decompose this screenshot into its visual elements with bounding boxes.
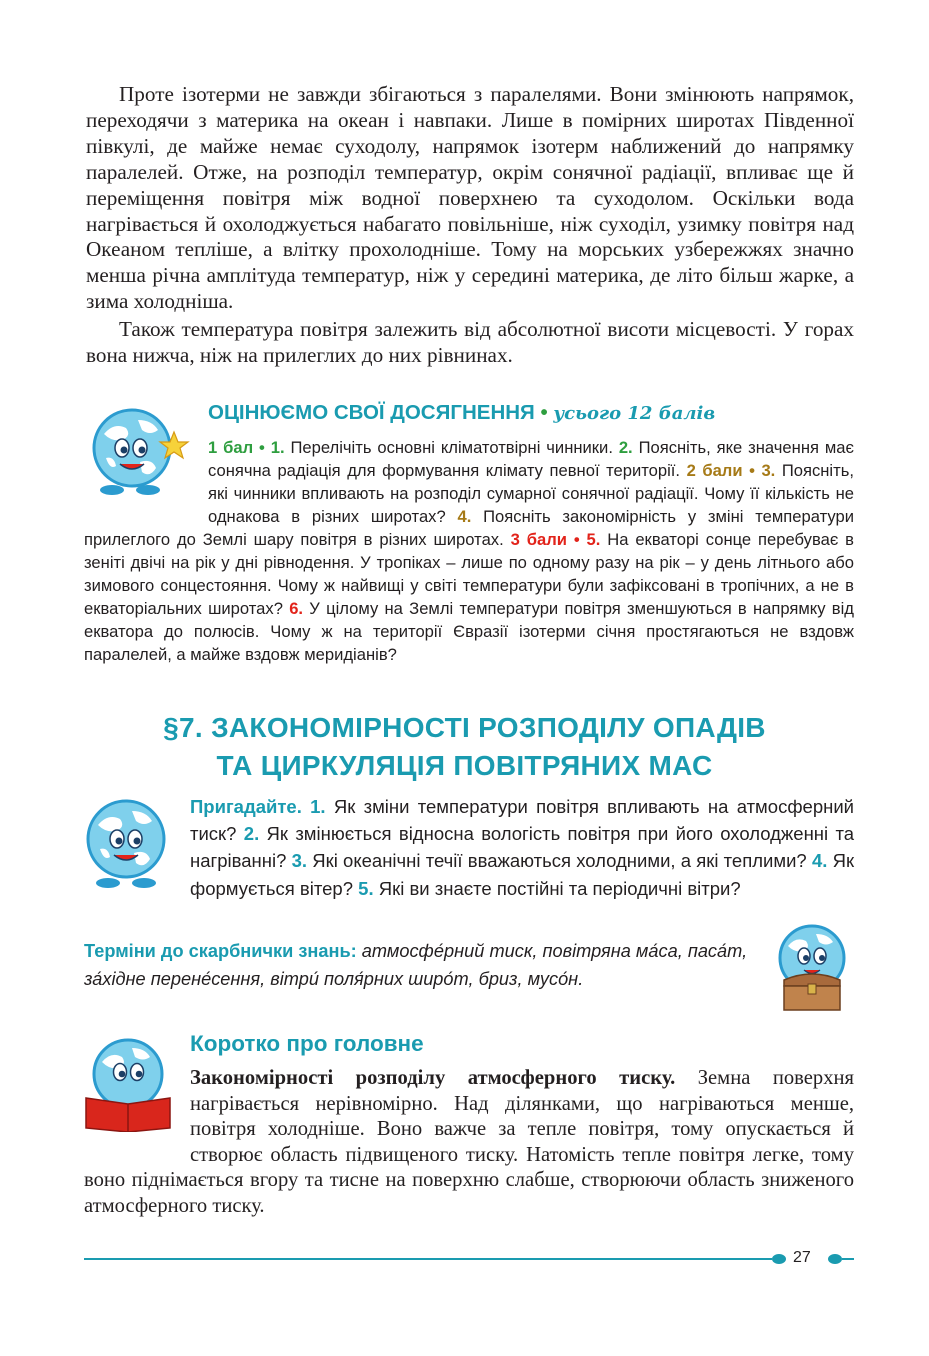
remind-question-2: Як змінюється відносна вологість повітря при його охолодженні та нагріванні?: [190, 823, 854, 872]
achievements-title: [208, 401, 715, 425]
page-number: 27: [793, 1249, 811, 1266]
achievements-questions: [84, 436, 854, 666]
globe-mascot-icon: [80, 797, 172, 889]
remind-question-1: Як зміни температури повітря впливають на атмосферний тиск?: [190, 796, 855, 845]
achievements-bullet: •: [540, 401, 548, 424]
achievements-heading: ОЦІНЮЄМО СВОЇ ДОСЯГНЕННЯ: [208, 401, 535, 424]
question-3: Поясніть, які чинники впливають на розподіл сумарної сонячної радіації. Чому її кількість не однакова в різних широтах?: [208, 461, 854, 526]
footer-right-ornament-icon: [826, 1252, 856, 1266]
brief-mascot-spacer: [84, 1066, 190, 1143]
brief-title: Коротко про головне: [190, 1031, 424, 1056]
question-6-number: 6.: [289, 599, 304, 618]
intro-paragraph-1: Проте ізотерми не завжди збігаються з паралелями. Вони змінюють напрямок, переходячи з материка на океан і навпаки. Лише в помірних широтах Південної півкулі, де майже немає суходолу, напрямок ізотерм наближений до напрямку паралелей. Отже, на розподіл температур, окрім сонячної радіації, впливає ще й переміщення повітря між водної поверхнею та суходолом. Оскільки вода нагрівається й охолоджується набагато повільніше, ніж суходіл, узимку повітря над Океаном тепліше, а влітку прохолодніше. Тому на морських узбережжях значно менша річна амплітуда температур, ніж у середині материка, де літо більш жарке, а зима холодніша.: [86, 82, 854, 314]
level-1-label: 1 бал • 1.: [208, 438, 285, 457]
remind-number-2: 2.: [243, 823, 260, 845]
level-2-label: 2 бали • 3.: [686, 461, 776, 480]
level-3-label: 3 бали • 5.: [510, 530, 601, 549]
remind-number-5: 5.: [358, 877, 374, 899]
remind-label: Пригадайте.: [190, 796, 302, 817]
mascot-spacer: [84, 436, 208, 508]
section-title-line-2: ТА ЦИРКУЛЯЦІЯ ПОВІТРЯНИХ МАС: [216, 750, 713, 781]
remind-question-3: Які океанічні течії вважаються холодними, а які теплими?: [312, 850, 807, 872]
remind-question-4: Як формується вітер?: [190, 850, 855, 899]
remind-number-4: 4.: [811, 850, 828, 872]
question-1: Перелічіть основні кліматотвірні чинники.: [290, 438, 613, 457]
section-title-line-1: §7. ЗАКОНОМІРНОСТІ РОЗПОДІЛУ ОПАДІВ: [163, 712, 766, 743]
question-6: У цілому на Землі температури повітря зменшуються в напрямку від екватора до полюсів. Чому ж на території Євразії ізотерми січня простягаються не вздовж паралелей, а майже вздовж меридіанів?: [84, 599, 854, 664]
brief-body: [84, 1066, 854, 1220]
brief-bold-lead: Закономірності розподілу атмосферного тиску.: [190, 1067, 676, 1089]
terms-text: атмосфе́рний тиск, повітряна ма́са, паса́т, за́хідне перене́сення, вітри́ поля́рних широ́т, бриз, мусо́н.: [84, 941, 748, 989]
footer-left-ornament-icon: [762, 1252, 788, 1266]
footer-rule: [84, 1258, 764, 1260]
question-4-number: 4.: [457, 507, 472, 526]
question-2: Поясніть, яке значення має сонячна радіація для формування клімату певної території.: [208, 438, 854, 480]
remind-number-1: 1.: [310, 796, 326, 817]
achievements-total: усього 12 балів: [553, 403, 716, 424]
question-4: Поясніть закономірність у зміні температури прилеглого до Землі шару повітря в різних широтах.: [84, 507, 854, 549]
terms-block: [84, 938, 749, 993]
question-5: На екваторі сонце перебуває в зеніті двічі на рік у дні рівнодення. У тропіках – лише по одному разу на рік – у день літнього або зимового сонцестояння. Чому ж найвищі у світі температури були зафіксовані в тропічних, а не в екваторіальних широтах?: [84, 530, 854, 618]
terms-label: Терміни до скарбнички знань:: [84, 941, 357, 961]
intro-text: [86, 82, 854, 369]
remind-question-5: Які ви знаєте постійні та періодичні вітри?: [378, 877, 741, 899]
intro-paragraph-2: Також температура повітря залежить від абсолютної висоти місцевості. У горах вона нижча, ніж на прилеглих до них рівнинах.: [86, 317, 854, 368]
question-2-number: 2.: [618, 438, 633, 457]
globe-mascot-chest-icon: [770, 922, 854, 1014]
remind-number-3: 3.: [291, 850, 308, 872]
remind-block: [190, 793, 854, 902]
brief-text: Земна поверхня нагрівається нерівномірно. Над ділянками, що нагріваються менше, повітря холодніше. Воно важче за тепле повітря, тому опускається й створює область підвищеного тиску. Натомість тепле повітря легке, тому воно піднімається вгору та тисне на поверхню слабше, створюючи область зниженого атмосферного тиску.: [84, 1067, 854, 1217]
